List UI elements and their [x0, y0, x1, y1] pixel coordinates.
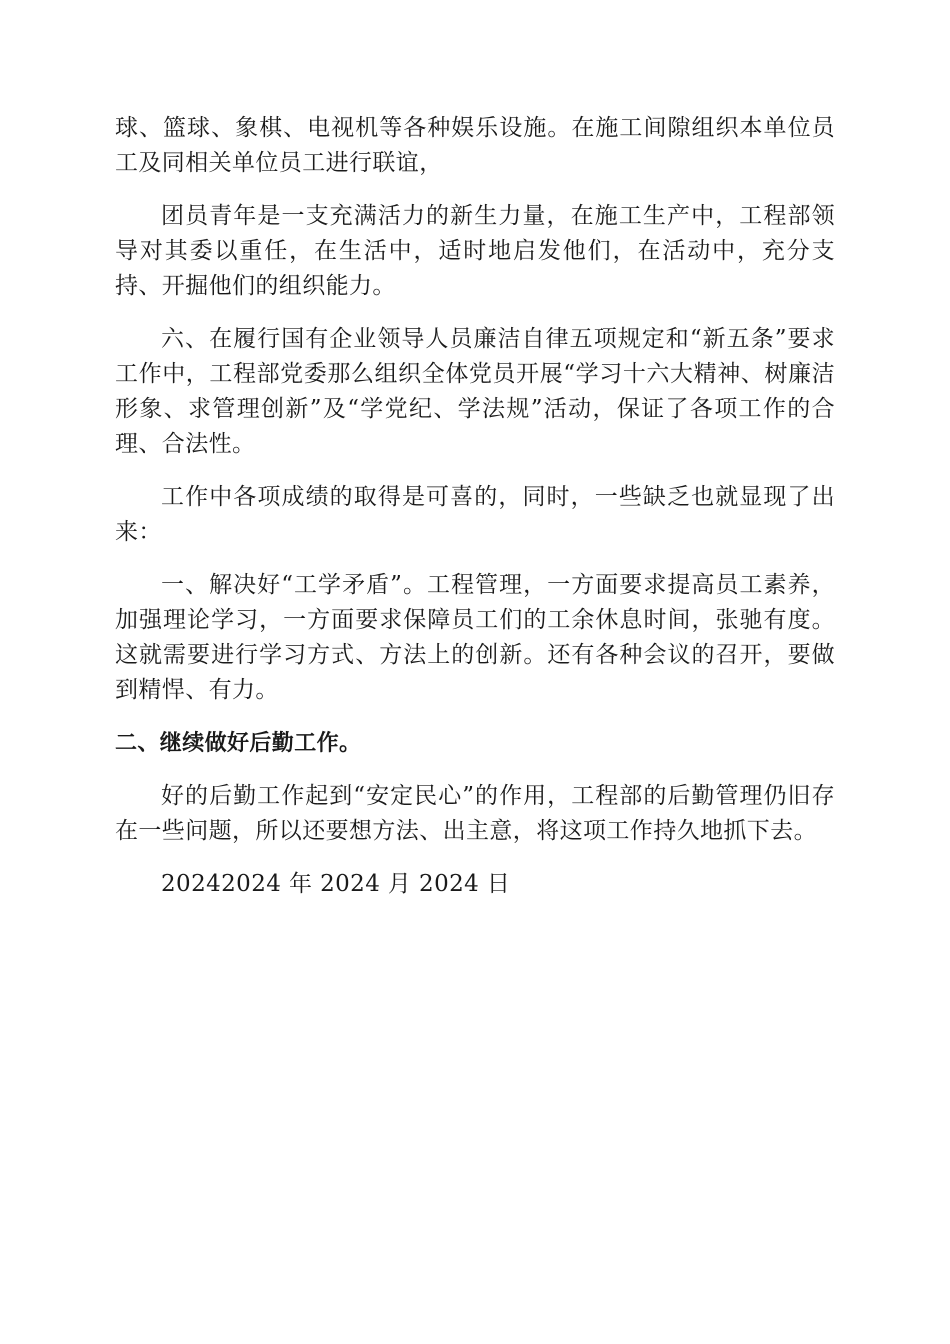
- paragraph-entertainment-facilities: 球、篮球、象棋、电视机等各种娱乐设施。在施工间隙组织本单位员工及同相关单位员工进行联谊，: [115, 115, 835, 176]
- document-body: [115, 111, 835, 902]
- paragraph-integrity-self-discipline: 六、在履行国有企业领导人员廉洁自律五项规定和“新五条”要求工作中，工程部党委那么组织全体党员开展“学习十六大精神、树廉洁形象、求管理创新”及“学党纪、学法规”活动，保证了各项工作的合理、合法性。: [115, 326, 835, 457]
- paragraph-shortcomings-intro: 工作中各项成绩的取得是可喜的，同时，一些缺乏也就显现了出来：: [115, 484, 835, 545]
- paragraph-work-study-conflict: 一、解决好“工学矛盾”。工程管理，一方面要求提高员工素养，加强理论学习，一方面要求保障员工们的工余休息时间，张驰有度。这就需要进行学习方式、方法上的创新。还有各种会议的召开，要做到精悍、有力。: [115, 572, 835, 703]
- section-heading-logistics: 二、继续做好后勤工作。: [115, 731, 362, 756]
- paragraph-youth-league: 团员青年是一支充满活力的新生力量，在施工生产中，工程部领导对其委以重任，在生活中，适时地启发他们，在活动中，充分支持、开掘他们的组织能力。: [115, 203, 835, 299]
- document-date: 20242024 年 2024 月 2024 日: [161, 871, 511, 897]
- paragraph-logistics: 好的后勤工作起到“安定民心”的作用，工程部的后勤管理仍旧存在一些问题，所以还要想方法、出主意，将这项工作持久地抓下去。: [115, 783, 835, 844]
